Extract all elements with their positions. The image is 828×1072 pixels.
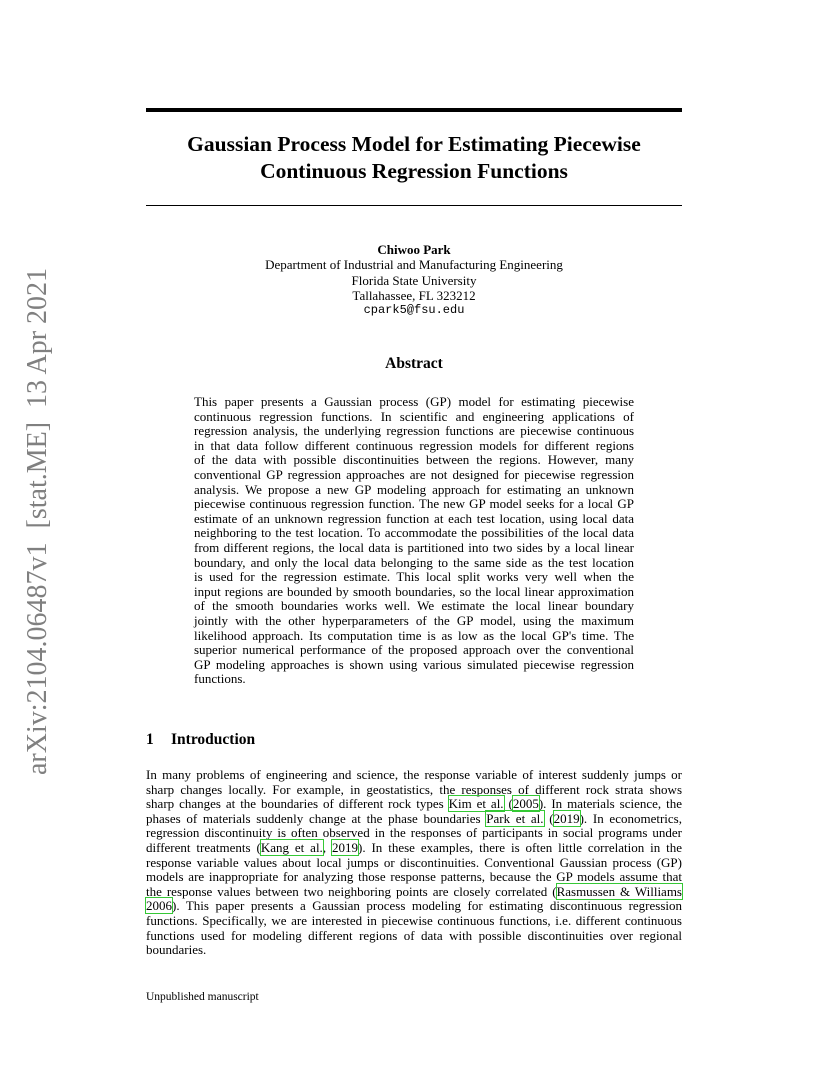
intro-line: boundaries.: [146, 942, 207, 958]
intro-line: [146, 841, 682, 856]
intro-text: ). This paper presents a Gaussian process modeling for estimating discontinuous regression: [172, 898, 682, 914]
intro-line: response variable values about local jumps or discontinuities. Conventional Gaussian process (GP): [146, 854, 682, 870]
title-line-2: Continuous Regression Functions: [260, 159, 568, 183]
abstract-line: functions.: [194, 671, 246, 687]
citation-link-kang-year[interactable]: 2019: [331, 839, 358, 855]
abstract-line: conventional GP regression approaches are not designed for piecewise regression: [194, 466, 634, 482]
intro-line: functions used for modeling different regions of data with possible discontinuities over regional: [146, 927, 682, 943]
abstract-line: This paper presents a Gaussian process (GP) model for estimating piecewise: [194, 394, 634, 409]
intro-line: models are inappropriate for analyzing those response patterns, because the GP models assume that: [146, 869, 682, 885]
section-title: Introduction: [171, 731, 256, 748]
abstract-line: GP modeling approaches is shown using various simulated piecewise regression: [194, 656, 634, 672]
abstract-line: regression analysis, the underlying regression functions are piecewise continuous: [194, 423, 634, 439]
abstract-heading: Abstract: [385, 355, 443, 372]
citation-link-park[interactable]: Park et al.: [486, 810, 544, 826]
citation-link-kim-year[interactable]: 2005: [512, 796, 539, 812]
citation-link-kim[interactable]: Kim et al.: [448, 796, 504, 812]
abstract-line: jointly with the other hyperparameters of the GP model, using the maximum: [194, 612, 634, 628]
citation-link-rasmussen-year[interactable]: 2006: [146, 898, 172, 914]
intro-text: sharp changes at the boundaries of different rock types: [146, 796, 449, 812]
author-block: [146, 242, 682, 318]
intro-text: the response values between two neighboring points are closely correlated (: [146, 883, 557, 899]
intro-text: (: [503, 796, 513, 812]
intro-text: ). In materials science, the: [538, 796, 682, 812]
paper-title: [146, 131, 682, 185]
intro-text: phases of materials suddenly change at the phase boundaries: [146, 810, 487, 826]
intro-line: [146, 797, 682, 812]
citation-link-rasmussen[interactable]: Rasmussen & Williams: [556, 883, 682, 899]
section-heading-introduction: [146, 731, 255, 749]
abstract-line: in that data follow different continuous regression models for different regions: [194, 437, 634, 453]
abstract-line: of the data with possible discontinuities between the regions. However, many: [194, 452, 634, 468]
intro-line: [146, 812, 682, 827]
abstract-line: of the smooth boundaries works well. We estimate the local linear boundary: [194, 598, 634, 614]
introduction-paragraph: [146, 768, 682, 958]
intro-line: In many problems of engineering and science, the response variable of interest suddenly jumps or: [146, 767, 682, 782]
intro-line: sharp changes locally. For example, in geostatistics, the responses of different rock strata shows: [146, 781, 682, 797]
title-bottom-rule: [146, 205, 682, 206]
abstract-line: input regions are bounded by smooth boundaries, so the local linear approximation: [194, 583, 634, 599]
intro-text: (: [543, 810, 554, 826]
abstract-line: superior numerical performance of the proposed approach over the conventional: [194, 642, 634, 658]
intro-text: different treatments (: [146, 839, 261, 855]
abstract-line: from different regions, the local data is partitioned into two sides by a local linear: [194, 539, 634, 555]
abstract-line: likelihood approach. Its computation time is as low as the local GP's time. The: [194, 627, 634, 643]
author-location: Tallahassee, FL 323212: [352, 287, 476, 303]
abstract-line: piecewise continuous regression function. The new GP model seeks for a local GP: [194, 496, 634, 512]
intro-text: ). In these examples, there is often little correlation in the: [357, 839, 683, 855]
abstract-body: [194, 395, 634, 687]
intro-text: ). In econometrics,: [579, 810, 682, 826]
arxiv-identifier-stamp: arXiv:2104.06487v1 [stat.ME] 13 Apr 2021: [22, 267, 53, 775]
title-top-rule: [146, 108, 682, 112]
citation-link-kang[interactable]: Kang et al.: [260, 839, 323, 855]
abstract-line: continuous regression functions. In scientific and engineering applications of: [194, 408, 634, 424]
author-email[interactable]: cpark5@fsu.edu: [363, 303, 465, 318]
author-name: Chiwoo Park: [377, 242, 451, 257]
abstract-line: boundary, and only the local data belonging to the same side as the test location: [194, 554, 634, 570]
abstract-line: analysis. We propose a new GP modeling approach for estimating an unknown: [194, 481, 634, 497]
footer-note: Unpublished manuscript: [146, 991, 259, 1003]
intro-line: [146, 899, 682, 914]
author-university: Florida State University: [351, 272, 477, 288]
section-number: 1: [146, 731, 154, 748]
abstract-line: is used for the regression estimate. This local split works very well when the: [194, 569, 634, 585]
abstract-line: neighboring to the test location. To accommodate the possibilities of the local data: [194, 525, 634, 541]
author-department: Department of Industrial and Manufacturing Engineering: [265, 257, 563, 273]
citation-link-park-year[interactable]: 2019: [553, 810, 580, 826]
abstract-line: estimate of an unknown regression function at each test location, using local data: [194, 510, 634, 526]
intro-line: regression discontinuity is often observed in the responses of participants in social programs under: [146, 825, 682, 841]
title-line-1: Gaussian Process Model for Estimating Piecewise: [187, 132, 641, 156]
intro-line: functions. Specifically, we are interested in piecewise continuous functions, i.e. different continuous: [146, 912, 682, 928]
intro-text: ,: [322, 839, 332, 855]
